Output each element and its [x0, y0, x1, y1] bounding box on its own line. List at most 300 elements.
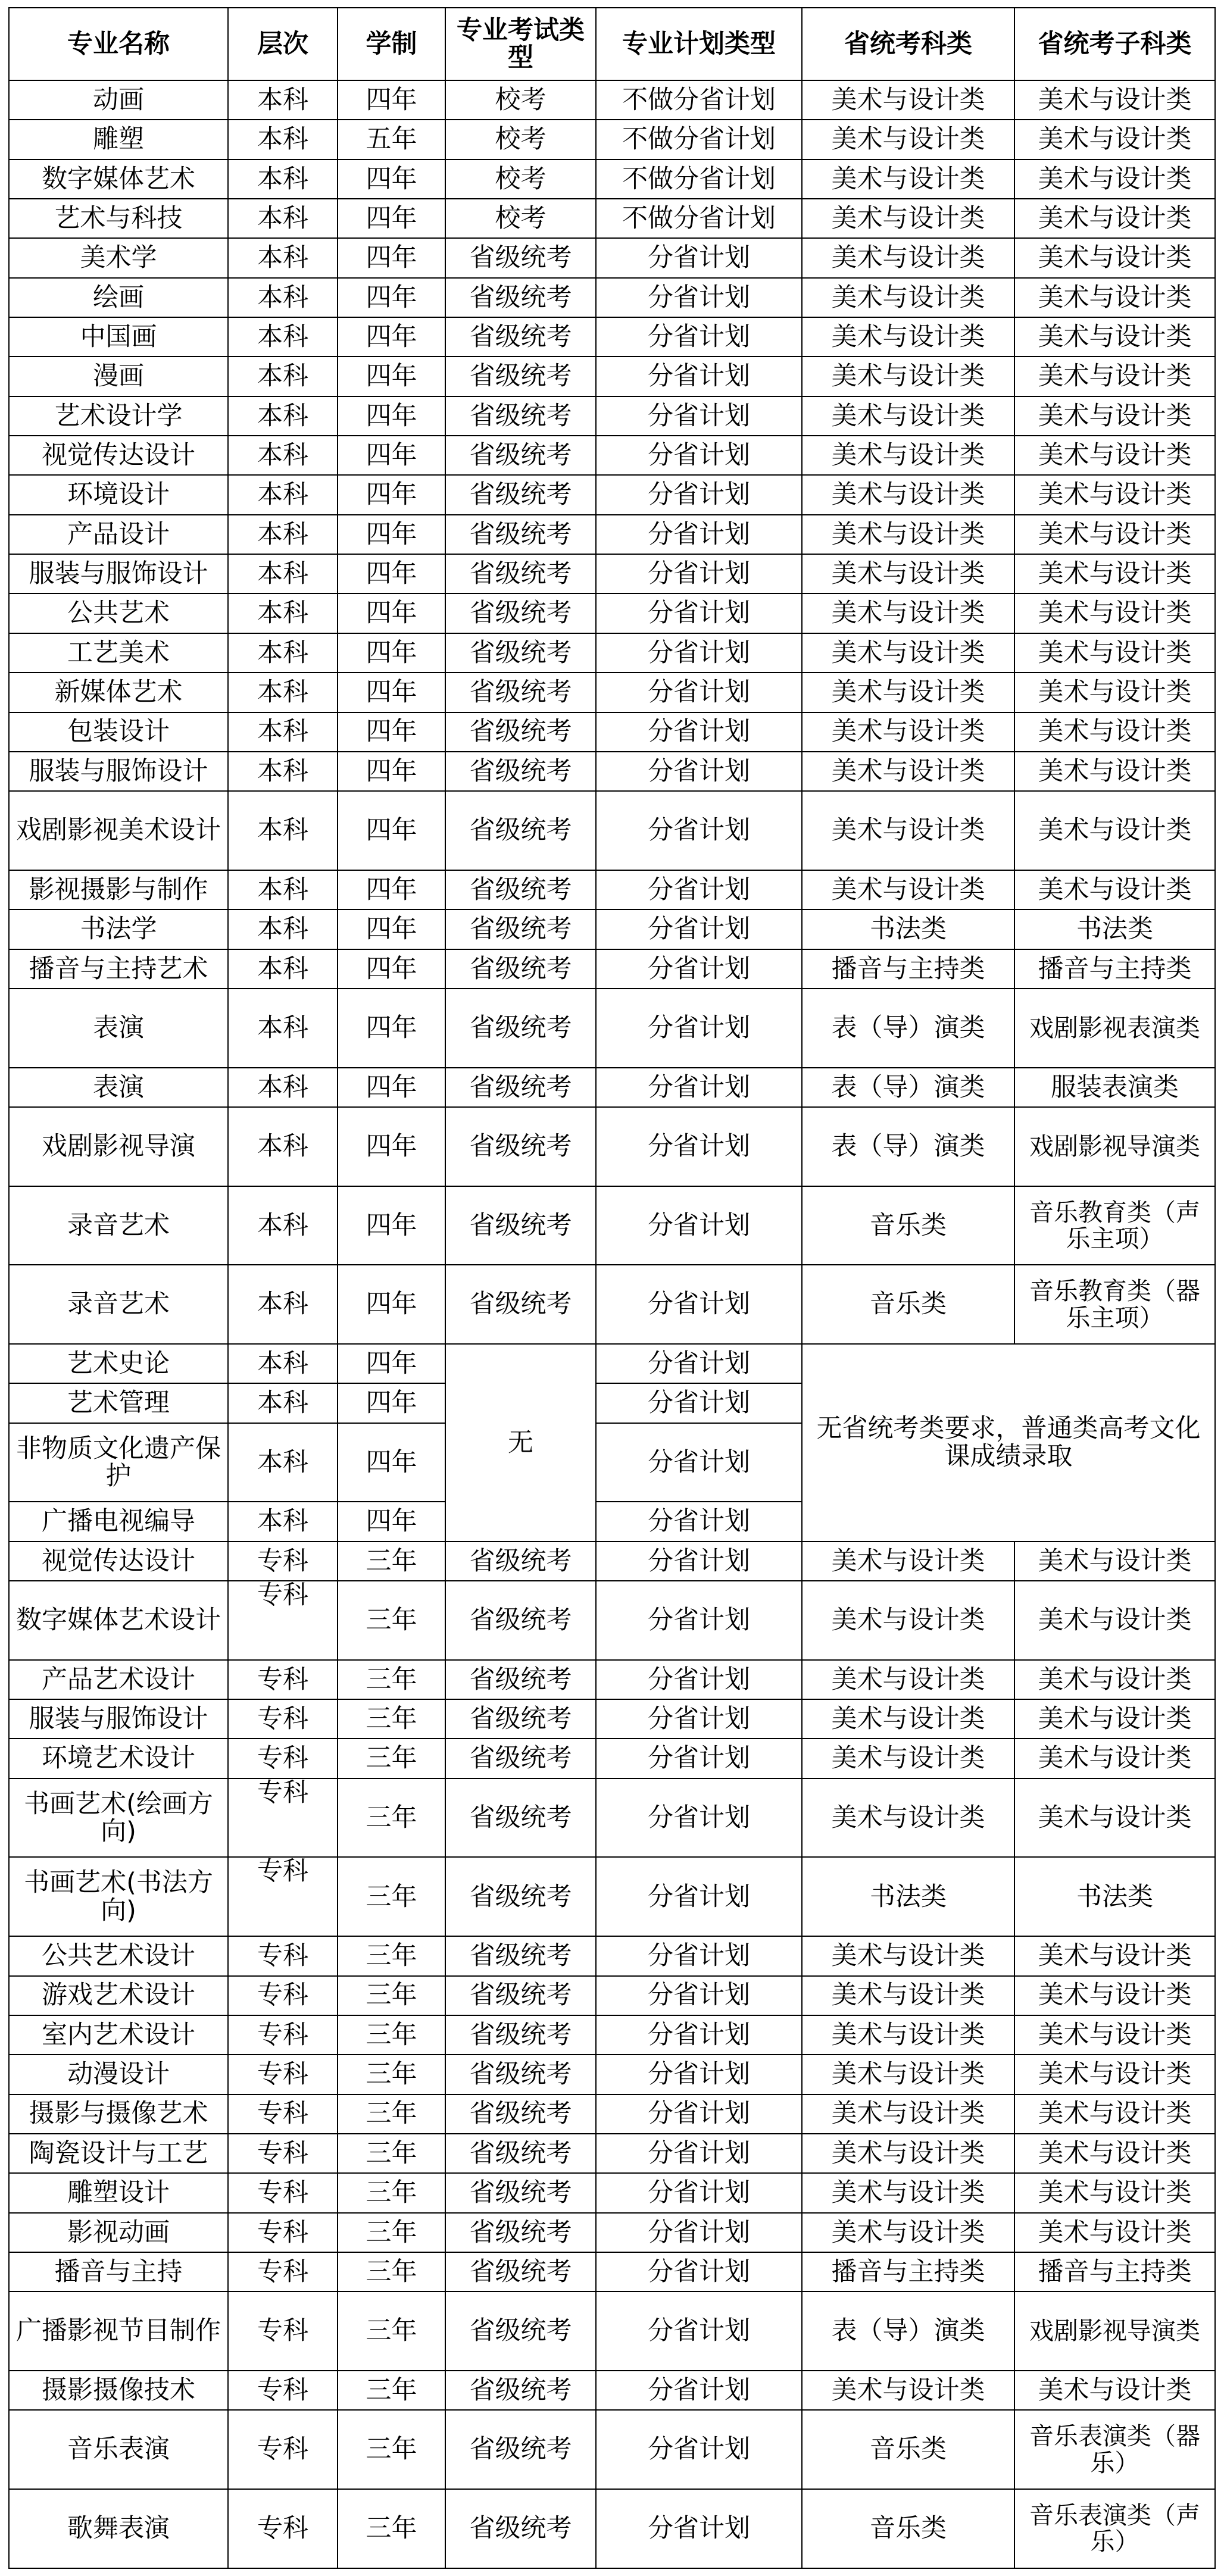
years-cell: 四年 — [338, 160, 445, 199]
plan-type-cell: 分省计划 — [596, 1739, 802, 1778]
level-cell: 本科 — [228, 1502, 338, 1541]
major-cell: 书画艺术(绘画方向) — [9, 1778, 228, 1858]
exam-type-cell: 省级统考 — [445, 238, 596, 277]
major-cell: 广播影视节目制作 — [9, 2291, 228, 2371]
years-cell: 四年 — [338, 989, 445, 1068]
subcategory-cell: 美术与设计类 — [1014, 1660, 1215, 1699]
years-cell: 四年 — [338, 1502, 445, 1541]
table-row — [9, 1699, 1215, 1739]
major-cell: 环境设计 — [9, 475, 228, 514]
major-cell: 书画艺术(书法方向) — [9, 1857, 228, 1936]
major-cell: 影视动画 — [9, 2213, 228, 2252]
header-subcategory: 省统考子科类 — [1014, 8, 1215, 80]
major-cell: 室内艺术设计 — [9, 2015, 228, 2055]
level-cell: 本科 — [228, 949, 338, 989]
plan-type-cell: 分省计划 — [596, 2371, 802, 2410]
level-cell: 专科 — [228, 1936, 338, 1975]
major-cell: 服装与服饰设计 — [9, 554, 228, 593]
subcategory-cell: 美术与设计类 — [1014, 752, 1215, 791]
table-row — [9, 2213, 1215, 2252]
years-cell: 三年 — [338, 1660, 445, 1699]
exam-type-cell: 省级统考 — [445, 1107, 596, 1186]
category-cell: 美术与设计类 — [802, 2173, 1014, 2212]
years-cell: 三年 — [338, 1857, 445, 1936]
level-cell: 本科 — [228, 1423, 338, 1502]
table-row — [9, 870, 1215, 909]
exam-type-cell: 校考 — [445, 199, 596, 238]
subcategory-cell: 美术与设计类 — [1014, 1542, 1215, 1581]
table-row — [9, 2489, 1215, 2568]
subcategory-cell: 美术与设计类 — [1014, 673, 1215, 712]
plan-type-cell: 分省计划 — [596, 593, 802, 633]
plan-type-cell: 分省计划 — [596, 1857, 802, 1936]
years-cell: 四年 — [338, 238, 445, 277]
table-row — [9, 949, 1215, 989]
years-cell: 四年 — [338, 554, 445, 593]
plan-type-cell: 分省计划 — [596, 2291, 802, 2371]
plan-type-cell: 分省计划 — [596, 1699, 802, 1739]
years-cell: 三年 — [338, 2489, 445, 2568]
table-row — [9, 80, 1215, 120]
years-cell: 四年 — [338, 791, 445, 870]
table-row — [9, 2015, 1215, 2055]
major-cell: 动画 — [9, 80, 228, 120]
plan-type-cell: 分省计划 — [596, 396, 802, 436]
plan-type-cell: 分省计划 — [596, 317, 802, 357]
plan-type-cell: 分省计划 — [596, 1502, 802, 1541]
years-cell: 四年 — [338, 80, 445, 120]
plan-type-cell: 分省计划 — [596, 752, 802, 791]
plan-type-cell: 分省计划 — [596, 2015, 802, 2055]
years-cell: 四年 — [338, 1265, 445, 1344]
years-cell: 四年 — [338, 396, 445, 436]
table-row — [9, 2371, 1215, 2410]
years-cell: 四年 — [338, 1068, 445, 1107]
level-cell: 本科 — [228, 909, 338, 949]
major-cell: 数字媒体艺术 — [9, 160, 228, 199]
major-cell: 非物质文化遗产保护 — [9, 1423, 228, 1502]
exam-type-cell: 省级统考 — [445, 870, 596, 909]
level-cell: 本科 — [228, 1344, 338, 1383]
major-cell: 产品设计 — [9, 515, 228, 554]
category-cell: 美术与设计类 — [802, 1976, 1014, 2015]
years-cell: 三年 — [338, 1976, 445, 2015]
level-cell: 专科 — [228, 2094, 338, 2134]
table-row — [9, 633, 1215, 673]
table-row — [9, 1936, 1215, 1975]
exam-type-cell: 省级统考 — [445, 1857, 596, 1936]
level-cell: 专科 — [228, 2134, 338, 2173]
major-cell: 环境艺术设计 — [9, 1739, 228, 1778]
subcategory-cell: 美术与设计类 — [1014, 515, 1215, 554]
table-row — [9, 2291, 1215, 2371]
major-cell: 表演 — [9, 1068, 228, 1107]
category-cell: 美术与设计类 — [802, 436, 1014, 475]
years-cell: 三年 — [338, 2371, 445, 2410]
plan-type-cell: 分省计划 — [596, 2252, 802, 2291]
subcategory-cell: 美术与设计类 — [1014, 712, 1215, 752]
level-cell: 专科 — [228, 2213, 338, 2252]
plan-type-cell: 分省计划 — [596, 1068, 802, 1107]
exam-type-cell: 省级统考 — [445, 1186, 596, 1265]
major-cell: 雕塑 — [9, 120, 228, 159]
years-cell: 三年 — [338, 2055, 445, 2094]
plan-type-cell: 分省计划 — [596, 475, 802, 514]
plan-type-cell: 分省计划 — [596, 436, 802, 475]
table-row — [9, 989, 1215, 1068]
major-cell: 广播电视编导 — [9, 1502, 228, 1541]
exam-type-cell: 省级统考 — [445, 2015, 596, 2055]
subcategory-cell: 美术与设计类 — [1014, 2213, 1215, 2252]
level-cell: 专科 — [228, 2371, 338, 2410]
major-cell: 中国画 — [9, 317, 228, 357]
years-cell: 四年 — [338, 1344, 445, 1383]
plan-type-cell: 分省计划 — [596, 989, 802, 1068]
subcategory-cell: 书法类 — [1014, 909, 1215, 949]
level-cell: 本科 — [228, 870, 338, 909]
major-cell: 艺术管理 — [9, 1383, 228, 1423]
level-cell: 本科 — [228, 1068, 338, 1107]
years-cell: 三年 — [338, 2173, 445, 2212]
category-cell: 美术与设计类 — [802, 1660, 1014, 1699]
plan-type-cell: 分省计划 — [596, 1936, 802, 1975]
exam-type-cell: 省级统考 — [445, 2134, 596, 2173]
exam-type-cell: 省级统考 — [445, 1976, 596, 2015]
exam-type-cell: 省级统考 — [445, 2371, 596, 2410]
category-cell: 播音与主持类 — [802, 2252, 1014, 2291]
major-cell: 音乐表演 — [9, 2410, 228, 2489]
exam-type-cell: 省级统考 — [445, 712, 596, 752]
level-cell: 本科 — [228, 593, 338, 633]
subcategory-cell: 戏剧影视导演类 — [1014, 1107, 1215, 1186]
table-row — [9, 1581, 1215, 1660]
table-row — [9, 160, 1215, 199]
table-row — [9, 1265, 1215, 1344]
exam-type-cell: 省级统考 — [445, 436, 596, 475]
table-row — [9, 791, 1215, 870]
header-category: 省统考科类 — [802, 8, 1014, 80]
subcategory-cell: 美术与设计类 — [1014, 2173, 1215, 2212]
years-cell: 四年 — [338, 1107, 445, 1186]
major-cell: 歌舞表演 — [9, 2489, 228, 2568]
header-row — [9, 8, 1215, 80]
level-cell: 专科 — [228, 1739, 338, 1778]
major-cell: 表演 — [9, 989, 228, 1068]
major-cell: 公共艺术 — [9, 593, 228, 633]
category-cell: 美术与设计类 — [802, 396, 1014, 436]
major-cell: 新媒体艺术 — [9, 673, 228, 712]
category-cell: 美术与设计类 — [802, 554, 1014, 593]
category-cell: 美术与设计类 — [802, 752, 1014, 791]
subcategory-cell: 音乐表演类（器乐） — [1014, 2410, 1215, 2489]
level-cell: 本科 — [228, 515, 338, 554]
subcategory-cell: 美术与设计类 — [1014, 278, 1215, 317]
category-cell: 美术与设计类 — [802, 278, 1014, 317]
plan-type-cell: 分省计划 — [596, 515, 802, 554]
level-cell: 专科 — [228, 1976, 338, 2015]
subcategory-cell: 美术与设计类 — [1014, 1936, 1215, 1975]
level-cell: 专科 — [228, 2489, 338, 2568]
exam-type-cell: 省级统考 — [445, 909, 596, 949]
subcategory-cell: 美术与设计类 — [1014, 2371, 1215, 2410]
exam-type-cell: 省级统考 — [445, 2213, 596, 2252]
years-cell: 三年 — [338, 1936, 445, 1975]
subcategory-cell: 美术与设计类 — [1014, 593, 1215, 633]
level-cell: 本科 — [228, 199, 338, 238]
years-cell: 四年 — [338, 712, 445, 752]
category-cell: 美术与设计类 — [802, 80, 1014, 120]
subcategory-cell: 美术与设计类 — [1014, 791, 1215, 870]
plan-type-cell: 分省计划 — [596, 1542, 802, 1581]
exam-type-cell: 省级统考 — [445, 278, 596, 317]
table-row — [9, 2055, 1215, 2094]
subcategory-cell: 美术与设计类 — [1014, 120, 1215, 159]
table-row — [9, 396, 1215, 436]
major-cell: 戏剧影视导演 — [9, 1107, 228, 1186]
level-cell: 本科 — [228, 80, 338, 120]
exam-type-cell: 省级统考 — [445, 989, 596, 1068]
level-cell: 本科 — [228, 1186, 338, 1265]
category-cell: 表（导）演类 — [802, 2291, 1014, 2371]
table-row — [9, 909, 1215, 949]
table-row — [9, 120, 1215, 159]
category-cell: 美术与设计类 — [802, 2134, 1014, 2173]
plan-type-cell: 分省计划 — [596, 1265, 802, 1344]
exam-type-cell: 省级统考 — [445, 1581, 596, 1660]
category-cell: 美术与设计类 — [802, 160, 1014, 199]
category-cell: 播音与主持类 — [802, 949, 1014, 989]
major-cell: 服装与服饰设计 — [9, 752, 228, 791]
major-cell: 影视摄影与制作 — [9, 870, 228, 909]
subcategory-cell: 戏剧影视导演类 — [1014, 2291, 1215, 2371]
subcategory-cell: 美术与设计类 — [1014, 1778, 1215, 1858]
plan-type-cell: 分省计划 — [596, 2134, 802, 2173]
major-cell: 公共艺术设计 — [9, 1936, 228, 1975]
level-cell: 专科 — [228, 1542, 338, 1581]
level-cell: 本科 — [228, 278, 338, 317]
exam-type-cell: 校考 — [445, 120, 596, 159]
exam-type-cell: 省级统考 — [445, 515, 596, 554]
years-cell: 三年 — [338, 2291, 445, 2371]
majors-table — [8, 7, 1216, 2569]
plan-type-cell: 不做分省计划 — [596, 160, 802, 199]
plan-type-cell: 分省计划 — [596, 2094, 802, 2134]
years-cell: 三年 — [338, 2094, 445, 2134]
level-cell: 本科 — [228, 752, 338, 791]
category-cell: 美术与设计类 — [802, 357, 1014, 396]
table-row — [9, 1778, 1215, 1858]
category-cell: 美术与设计类 — [802, 2055, 1014, 2094]
category-cell: 表（导）演类 — [802, 989, 1014, 1068]
exam-type-cell: 省级统考 — [445, 1739, 596, 1778]
table-row — [9, 1107, 1215, 1186]
exam-type-cell: 校考 — [445, 80, 596, 120]
major-cell: 包装设计 — [9, 712, 228, 752]
exam-type-cell: 省级统考 — [445, 752, 596, 791]
category-cell: 音乐类 — [802, 2489, 1014, 2568]
category-cell: 音乐类 — [802, 2410, 1014, 2489]
plan-type-cell: 分省计划 — [596, 2213, 802, 2252]
category-cell: 美术与设计类 — [802, 1778, 1014, 1858]
table-row — [9, 2094, 1215, 2134]
subcategory-cell: 美术与设计类 — [1014, 80, 1215, 120]
category-cell: 美术与设计类 — [802, 2094, 1014, 2134]
subcategory-cell: 美术与设计类 — [1014, 2015, 1215, 2055]
category-cell: 美术与设计类 — [802, 1936, 1014, 1975]
years-cell: 四年 — [338, 199, 445, 238]
plan-type-cell: 分省计划 — [596, 870, 802, 909]
plan-type-cell: 分省计划 — [596, 1581, 802, 1660]
exam-type-cell: 省级统考 — [445, 554, 596, 593]
exam-type-cell: 省级统考 — [445, 1068, 596, 1107]
level-cell: 本科 — [228, 396, 338, 436]
plan-type-cell: 不做分省计划 — [596, 199, 802, 238]
exam-type-cell: 无 — [445, 1344, 596, 1542]
plan-type-cell: 分省计划 — [596, 909, 802, 949]
level-cell: 本科 — [228, 120, 338, 159]
category-cell: 美术与设计类 — [802, 2213, 1014, 2252]
table-row — [9, 673, 1215, 712]
table-row — [9, 1857, 1215, 1936]
exam-type-cell: 省级统考 — [445, 1699, 596, 1739]
level-cell: 专科 — [228, 2291, 338, 2371]
exam-type-cell: 省级统考 — [445, 1778, 596, 1858]
category-cell: 美术与设计类 — [802, 475, 1014, 514]
level-cell: 专科 — [228, 1857, 338, 1936]
table-row — [9, 752, 1215, 791]
exam-type-cell: 省级统考 — [445, 357, 596, 396]
category-cell: 美术与设计类 — [802, 238, 1014, 277]
level-cell: 专科 — [228, 1660, 338, 1699]
plan-type-cell: 分省计划 — [596, 1660, 802, 1699]
level-cell: 专科 — [228, 2410, 338, 2489]
subcategory-cell: 服装表演类 — [1014, 1068, 1215, 1107]
plan-type-cell: 分省计划 — [596, 1423, 802, 1502]
plan-type-cell: 不做分省计划 — [596, 120, 802, 159]
years-cell: 四年 — [338, 317, 445, 357]
category-cell: 表（导）演类 — [802, 1107, 1014, 1186]
exam-type-cell: 省级统考 — [445, 1265, 596, 1344]
category-cell: 美术与设计类 — [802, 673, 1014, 712]
level-cell: 专科 — [228, 2252, 338, 2291]
header-exam-type: 专业考试类型 — [445, 8, 596, 80]
major-cell: 游戏艺术设计 — [9, 1976, 228, 2015]
major-cell: 摄影与摄像艺术 — [9, 2094, 228, 2134]
plan-type-cell: 分省计划 — [596, 2173, 802, 2212]
plan-type-cell: 分省计划 — [596, 278, 802, 317]
exam-type-cell: 省级统考 — [445, 475, 596, 514]
exam-type-cell: 省级统考 — [445, 791, 596, 870]
plan-type-cell: 分省计划 — [596, 238, 802, 277]
table-row — [9, 2173, 1215, 2212]
table-row — [9, 515, 1215, 554]
plan-type-cell: 分省计划 — [596, 1383, 802, 1423]
category-cell: 美术与设计类 — [802, 2371, 1014, 2410]
years-cell: 四年 — [338, 436, 445, 475]
level-cell: 专科 — [228, 2173, 338, 2212]
plan-type-cell: 分省计划 — [596, 2410, 802, 2489]
major-cell: 美术学 — [9, 238, 228, 277]
table-row — [9, 475, 1215, 514]
header-major: 专业名称 — [9, 8, 228, 80]
years-cell: 四年 — [338, 1383, 445, 1423]
plan-type-cell: 分省计划 — [596, 791, 802, 870]
years-cell: 四年 — [338, 1186, 445, 1265]
subcategory-cell: 播音与主持类 — [1014, 2252, 1215, 2291]
table-row — [9, 1344, 1215, 1383]
major-cell: 漫画 — [9, 357, 228, 396]
table-row — [9, 554, 1215, 593]
category-cell: 美术与设计类 — [802, 1542, 1014, 1581]
major-cell: 视觉传达设计 — [9, 436, 228, 475]
exam-type-cell: 省级统考 — [445, 2055, 596, 2094]
major-cell: 艺术与科技 — [9, 199, 228, 238]
category-cell: 美术与设计类 — [802, 1699, 1014, 1739]
category-cell: 美术与设计类 — [802, 712, 1014, 752]
subcategory-cell: 美术与设计类 — [1014, 160, 1215, 199]
major-cell: 艺术史论 — [9, 1344, 228, 1383]
subcategory-cell: 音乐表演类（声乐） — [1014, 2489, 1215, 2568]
exam-type-cell: 校考 — [445, 160, 596, 199]
table-row — [9, 436, 1215, 475]
subcategory-cell: 美术与设计类 — [1014, 1699, 1215, 1739]
years-cell: 四年 — [338, 633, 445, 673]
header-plan-type: 专业计划类型 — [596, 8, 802, 80]
table-row — [9, 712, 1215, 752]
level-cell: 本科 — [228, 1383, 338, 1423]
level-cell: 专科 — [228, 2055, 338, 2094]
category-cell: 表（导）演类 — [802, 1068, 1014, 1107]
level-cell: 本科 — [228, 712, 338, 752]
category-cell: 美术与设计类 — [802, 317, 1014, 357]
subcategory-cell: 美术与设计类 — [1014, 436, 1215, 475]
exam-type-cell: 省级统考 — [445, 1660, 596, 1699]
subcategory-cell: 美术与设计类 — [1014, 475, 1215, 514]
plan-type-cell: 分省计划 — [596, 1778, 802, 1858]
plan-type-cell: 分省计划 — [596, 2055, 802, 2094]
major-cell: 工艺美术 — [9, 633, 228, 673]
level-cell: 专科 — [228, 1581, 338, 1660]
plan-type-cell: 分省计划 — [596, 1186, 802, 1265]
plan-type-cell: 不做分省计划 — [596, 80, 802, 120]
subcategory-cell: 美术与设计类 — [1014, 238, 1215, 277]
exam-type-cell: 省级统考 — [445, 949, 596, 989]
subcategory-cell: 美术与设计类 — [1014, 1739, 1215, 1778]
years-cell: 四年 — [338, 475, 445, 514]
years-cell: 四年 — [338, 593, 445, 633]
major-cell: 服装与服饰设计 — [9, 1699, 228, 1739]
major-cell: 艺术设计学 — [9, 396, 228, 436]
table-row — [9, 2134, 1215, 2173]
category-cell: 音乐类 — [802, 1186, 1014, 1265]
exam-type-cell: 省级统考 — [445, 2094, 596, 2134]
category-cell: 美术与设计类 — [802, 515, 1014, 554]
table-row — [9, 1976, 1215, 2015]
exam-type-cell: 省级统考 — [445, 2252, 596, 2291]
plan-type-cell: 分省计划 — [596, 357, 802, 396]
table-row — [9, 1068, 1215, 1107]
level-cell: 本科 — [228, 1265, 338, 1344]
category-cell: 美术与设计类 — [802, 2015, 1014, 2055]
level-cell: 本科 — [228, 238, 338, 277]
years-cell: 四年 — [338, 752, 445, 791]
level-cell: 专科 — [228, 1778, 338, 1858]
subcategory-cell: 美术与设计类 — [1014, 1581, 1215, 1660]
subcategory-cell: 美术与设计类 — [1014, 2134, 1215, 2173]
category-cell: 美术与设计类 — [802, 120, 1014, 159]
exam-type-cell: 省级统考 — [445, 2291, 596, 2371]
exam-type-cell: 省级统考 — [445, 593, 596, 633]
